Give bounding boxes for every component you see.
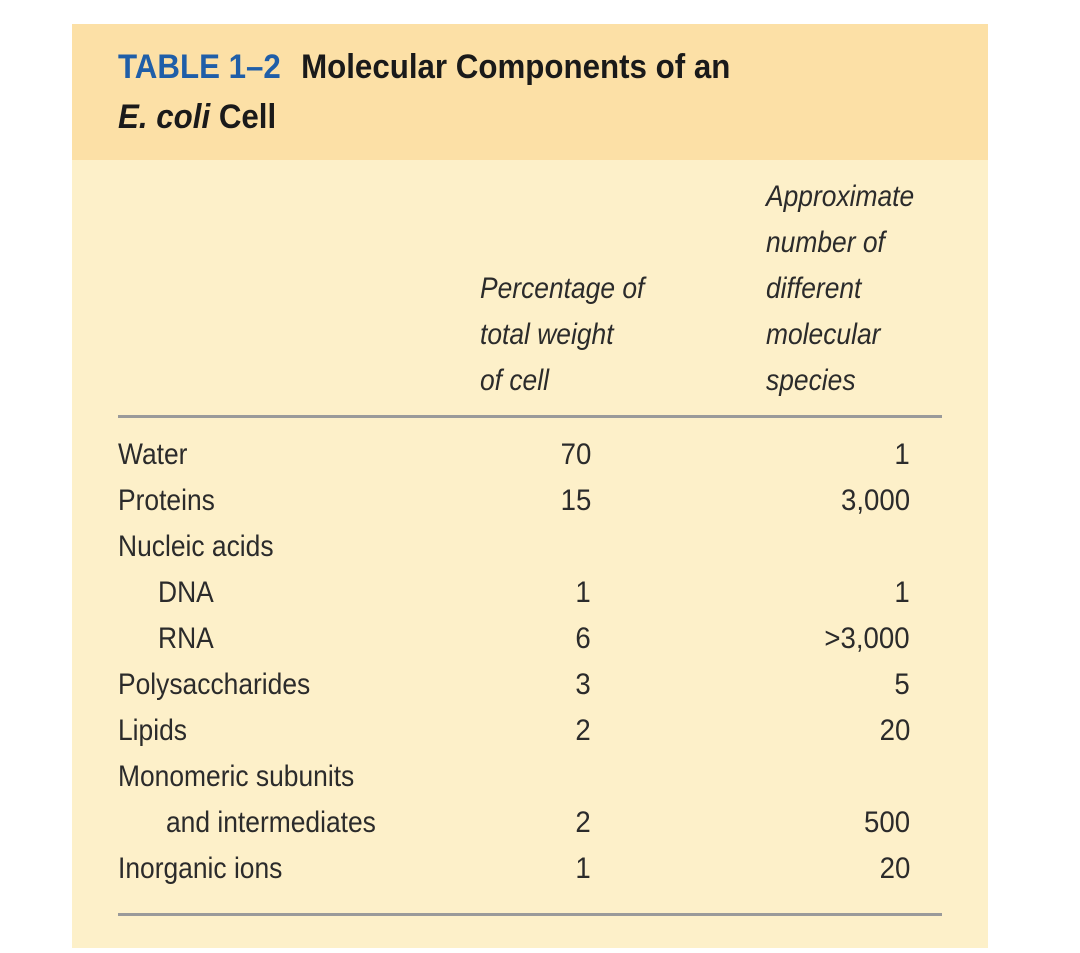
row-species: 500	[863, 806, 910, 839]
table-header	[72, 24, 988, 160]
row-label: Lipids	[118, 714, 187, 747]
header-divider	[118, 415, 942, 418]
row-label: Polysaccharides	[118, 668, 311, 701]
row-species: 3,000	[840, 484, 910, 517]
row-species: 20	[879, 852, 910, 885]
column-header-species: Approximate number of different molecular species	[766, 180, 915, 397]
table-row	[72, 616, 988, 662]
organism-name: E. coli	[118, 98, 211, 136]
row-percent: 1	[575, 852, 591, 885]
table-row	[72, 800, 988, 846]
row-label: and intermediates	[166, 806, 376, 839]
table-row	[72, 662, 988, 708]
column-header-percentage: Percentage of total weight of cell	[480, 272, 645, 397]
table-row	[72, 708, 988, 754]
table-row	[72, 570, 988, 616]
row-percent: 3	[575, 668, 591, 701]
table-title-rest: Cell	[210, 98, 277, 136]
table-row	[72, 478, 988, 524]
table-title-text: Molecular Components of an	[301, 48, 731, 86]
row-percent: 1	[575, 576, 591, 609]
row-percent: 6	[575, 622, 591, 655]
row-label: Monomeric subunits	[118, 760, 355, 793]
row-label: Nucleic acids	[118, 530, 274, 563]
row-species: 5	[894, 668, 910, 701]
row-label: Water	[118, 438, 188, 471]
table-row	[72, 432, 988, 478]
table-title	[118, 48, 730, 87]
table-number: TABLE 1–2	[118, 48, 281, 86]
table-panel	[72, 24, 988, 948]
row-species: 1	[894, 576, 910, 609]
table-row	[72, 524, 988, 570]
row-percent: 2	[575, 806, 591, 839]
footer-divider	[118, 913, 942, 916]
row-label: DNA	[158, 576, 214, 609]
row-percent: 70	[560, 438, 591, 471]
row-percent: 2	[575, 714, 591, 747]
table-row	[72, 754, 988, 800]
row-label: Inorganic ions	[118, 852, 283, 885]
table-row	[72, 846, 988, 892]
row-species: >3,000	[824, 622, 910, 655]
table-title-line2	[118, 98, 276, 137]
row-label: Proteins	[118, 484, 215, 517]
row-label: RNA	[158, 622, 214, 655]
row-species: 20	[879, 714, 910, 747]
row-species: 1	[894, 438, 910, 471]
row-percent: 15	[560, 484, 591, 517]
